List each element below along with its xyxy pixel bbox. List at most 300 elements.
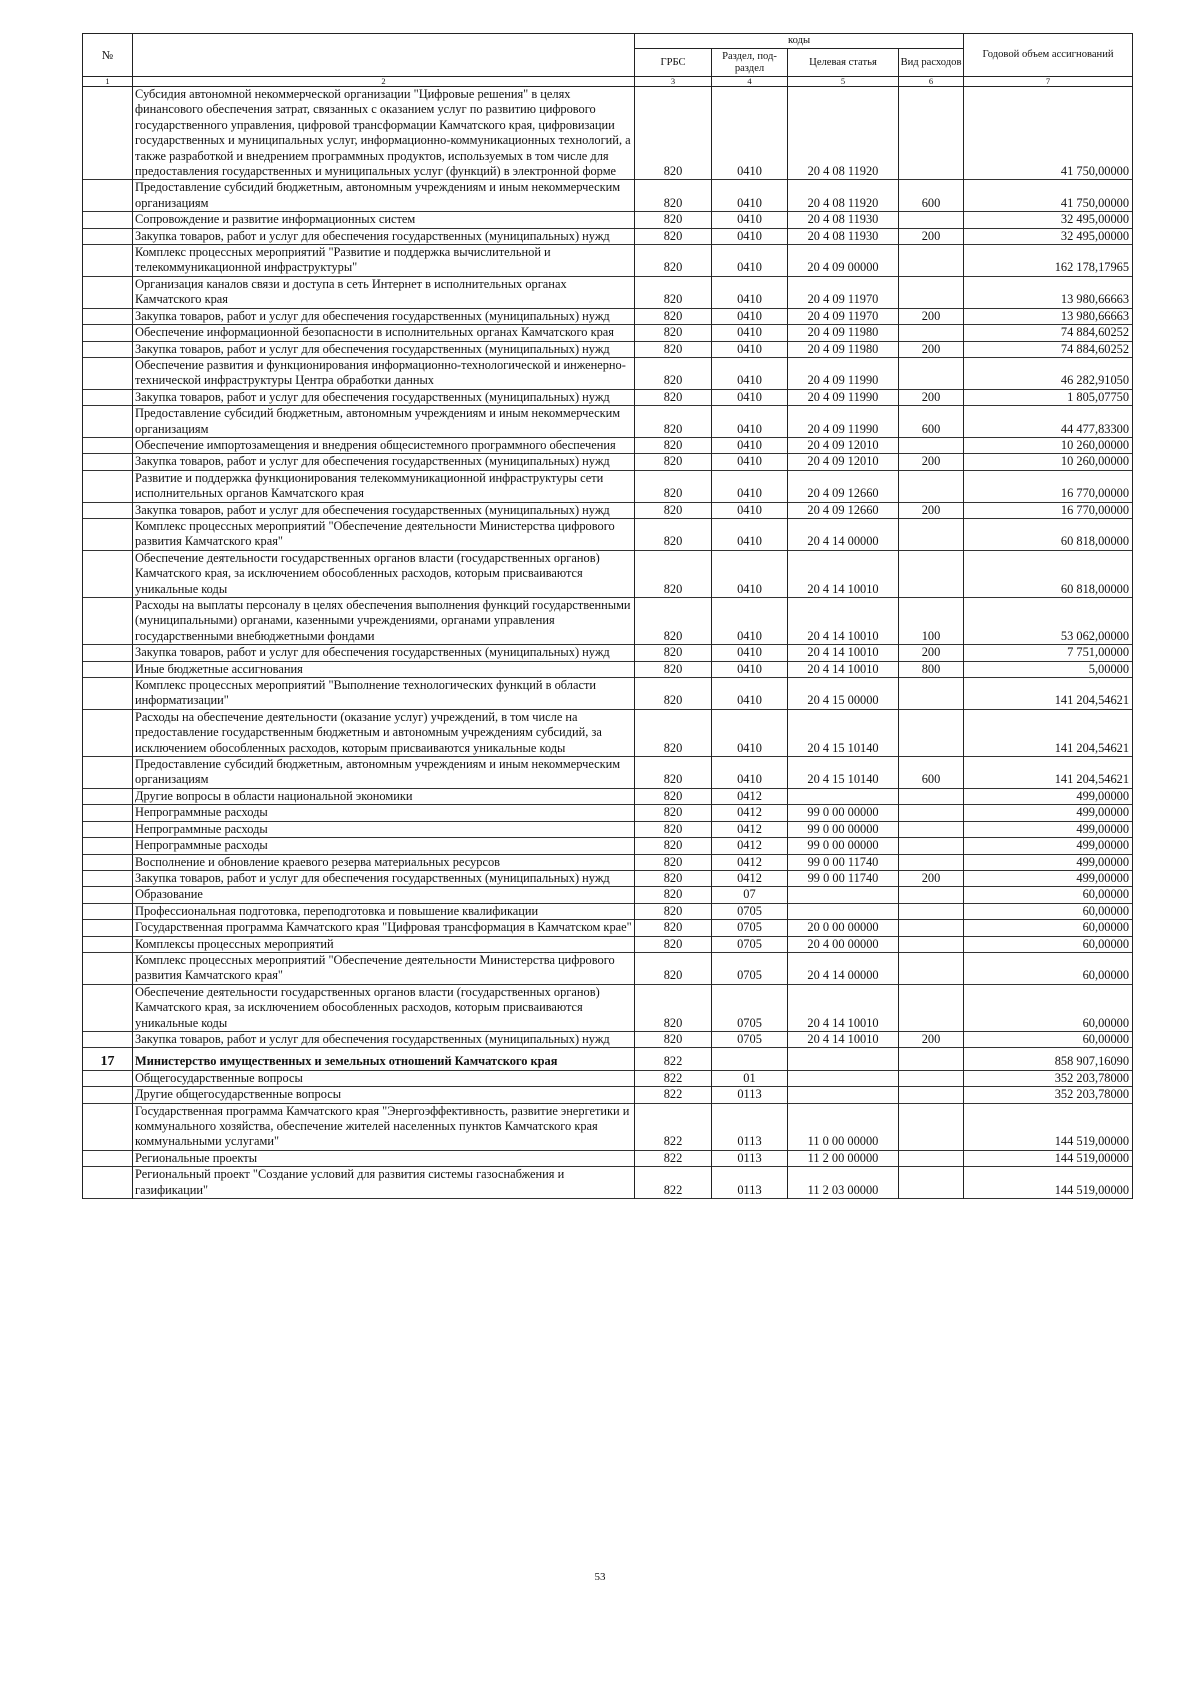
row-target-article: 20 4 09 11970	[788, 276, 899, 308]
row-razdel: 0410	[712, 598, 788, 645]
row-number	[83, 1070, 133, 1086]
table-row	[83, 645, 1133, 661]
row-grbs: 820	[635, 821, 712, 837]
row-expense-type	[899, 87, 964, 180]
row-expense-type: 800	[899, 661, 964, 677]
row-name: Обеспечение информационной безопасности в исполнительных органах Камчатского края	[133, 325, 635, 341]
row-amount: 32 495,00000	[964, 228, 1133, 244]
row-grbs: 820	[635, 357, 712, 389]
row-name: Закупка товаров, работ и услуг для обеспечения государственных (муниципальных) нужд	[133, 389, 635, 405]
row-number	[83, 437, 133, 453]
row-number	[83, 389, 133, 405]
row-target-article: 20 4 14 10010	[788, 645, 899, 661]
row-amount: 499,00000	[964, 854, 1133, 870]
row-target-article: 20 4 09 12010	[788, 454, 899, 470]
row-expense-type	[899, 470, 964, 502]
row-amount: 60 818,00000	[964, 518, 1133, 550]
row-target-article: 11 0 00 00000	[788, 1103, 899, 1150]
row-amount: 352 203,78000	[964, 1070, 1133, 1086]
row-grbs: 820	[635, 308, 712, 324]
row-expense-type: 600	[899, 180, 964, 212]
row-expense-type	[899, 212, 964, 228]
header-num-1: 1	[83, 77, 133, 87]
row-name: Комплекс процессных мероприятий "Выполнение технологических функций в области информатизации"	[133, 678, 635, 710]
row-razdel: 0410	[712, 757, 788, 789]
row-name: Предоставление субсидий бюджетным, автономным учреждениям и иным некоммерческим организациям	[133, 406, 635, 438]
row-amount: 60,00000	[964, 903, 1133, 919]
row-target-article: 99 0 00 00000	[788, 821, 899, 837]
row-expense-type	[899, 518, 964, 550]
row-expense-type	[899, 984, 964, 1031]
header-name	[133, 34, 635, 77]
header-no: №	[83, 34, 133, 77]
row-name: Иные бюджетные ассигнования	[133, 661, 635, 677]
table-row	[83, 838, 1133, 854]
row-razdel: 0410	[712, 245, 788, 277]
row-grbs: 820	[635, 437, 712, 453]
row-razdel: 0412	[712, 821, 788, 837]
row-number	[83, 1031, 133, 1047]
row-grbs: 820	[635, 598, 712, 645]
row-number	[83, 245, 133, 277]
row-razdel: 0410	[712, 709, 788, 756]
table-row	[83, 228, 1133, 244]
row-number	[83, 406, 133, 438]
header-num-5: 5	[788, 77, 899, 87]
row-target-article: 20 4 09 11980	[788, 325, 899, 341]
row-amount: 141 204,54621	[964, 709, 1133, 756]
table-row	[83, 887, 1133, 903]
row-target-article: 20 4 08 11920	[788, 180, 899, 212]
row-grbs: 820	[635, 325, 712, 341]
row-target-article: 99 0 00 00000	[788, 805, 899, 821]
row-name: Предоставление субсидий бюджетным, автономным учреждениям и иным некоммерческим организациям	[133, 180, 635, 212]
row-expense-type	[899, 276, 964, 308]
row-number	[83, 821, 133, 837]
row-name: Комплекс процессных мероприятий "Развитие и поддержка вычислительной и телекоммуникационной инфраструктуры"	[133, 245, 635, 277]
row-name: Закупка товаров, работ и услуг для обеспечения государственных (муниципальных) нужд	[133, 1031, 635, 1047]
row-razdel: 0705	[712, 936, 788, 952]
row-amount: 16 770,00000	[964, 502, 1133, 518]
row-razdel: 0113	[712, 1087, 788, 1103]
row-name: Субсидия автономной некоммерческой организации "Цифровые решения" в целях финансового обеспечения затрат, связанных с оказанием услуг по развитию цифрового государственного управления, цифровой трансформации Камчатского края, цифровизации государственных и муниципальных услуг, информационно-коммуникационных технологий, а также разработкой и внедрением программных продуктов, используемых в том числе для предоставления государственных и муниципальных услуг (функций) в электронной форме	[133, 87, 635, 180]
row-target-article: 11 2 03 00000	[788, 1167, 899, 1199]
row-razdel: 0705	[712, 920, 788, 936]
row-grbs: 822	[635, 1150, 712, 1166]
table-row	[83, 984, 1133, 1031]
row-grbs: 820	[635, 952, 712, 984]
table-row	[83, 1070, 1133, 1086]
row-number	[83, 678, 133, 710]
row-razdel: 0410	[712, 550, 788, 597]
row-expense-type	[899, 821, 964, 837]
row-grbs: 820	[635, 645, 712, 661]
header-num-4: 4	[712, 77, 788, 87]
row-razdel: 0705	[712, 952, 788, 984]
row-amount: 46 282,91050	[964, 357, 1133, 389]
row-grbs: 820	[635, 678, 712, 710]
row-name: Общегосударственные вопросы	[133, 1070, 635, 1086]
table-row	[83, 341, 1133, 357]
header-razdel: Раздел, под-раздел	[712, 49, 788, 77]
row-number	[83, 788, 133, 804]
row-expense-type	[899, 1150, 964, 1166]
header-num-6: 6	[899, 77, 964, 87]
row-amount: 60,00000	[964, 952, 1133, 984]
row-expense-type: 200	[899, 389, 964, 405]
row-number	[83, 1150, 133, 1166]
table-row	[83, 1150, 1133, 1166]
row-grbs: 820	[635, 406, 712, 438]
budget-table-sheet	[82, 33, 1132, 1199]
row-number	[83, 212, 133, 228]
table-row	[83, 1048, 1133, 1070]
row-target-article: 20 4 14 00000	[788, 518, 899, 550]
row-expense-type	[899, 245, 964, 277]
row-target-article	[788, 903, 899, 919]
row-target-article: 11 2 00 00000	[788, 1150, 899, 1166]
row-name: Государственная программа Камчатского края "Энергоэффективность, развитие энергетики и коммунального хозяйства, обеспечение жителей населенных пунктов Камчатского края коммунальными услугами"	[133, 1103, 635, 1150]
header-vid: Вид расходов	[899, 49, 964, 77]
table-body	[83, 87, 1133, 1199]
table-row	[83, 212, 1133, 228]
row-name: Комплекс процессных мероприятий "Обеспечение деятельности Министерства цифрового развития Камчатского края"	[133, 518, 635, 550]
row-number	[83, 854, 133, 870]
row-razdel: 0113	[712, 1167, 788, 1199]
row-target-article: 20 4 15 00000	[788, 678, 899, 710]
table-row	[83, 470, 1133, 502]
row-expense-type	[899, 357, 964, 389]
row-target-article: 20 4 09 11990	[788, 357, 899, 389]
row-expense-type	[899, 920, 964, 936]
row-target-article: 20 4 08 11930	[788, 212, 899, 228]
row-expense-type	[899, 1048, 964, 1070]
row-name: Комплекс процессных мероприятий "Обеспечение деятельности Министерства цифрового развития Камчатского края"	[133, 952, 635, 984]
row-expense-type: 200	[899, 308, 964, 324]
row-name: Министерство имущественных и земельных отношений Камчатского края	[133, 1048, 635, 1070]
page-number: 53	[594, 1571, 606, 1583]
row-amount: 144 519,00000	[964, 1103, 1133, 1150]
row-grbs: 820	[635, 518, 712, 550]
row-grbs: 820	[635, 389, 712, 405]
row-razdel: 0410	[712, 389, 788, 405]
header-num-7: 7	[964, 77, 1133, 87]
row-name: Развитие и поддержка функционирования телекоммуникационной инфраструктуры сети исполнительных органов Камчатского края	[133, 470, 635, 502]
row-grbs: 820	[635, 936, 712, 952]
header-codes: коды	[635, 34, 964, 49]
row-amount: 60,00000	[964, 920, 1133, 936]
row-grbs: 820	[635, 341, 712, 357]
row-amount: 60,00000	[964, 936, 1133, 952]
table-row	[83, 678, 1133, 710]
row-razdel: 0113	[712, 1103, 788, 1150]
table-row	[83, 1031, 1133, 1047]
row-razdel: 0410	[712, 341, 788, 357]
table-header	[83, 34, 1133, 87]
row-name: Закупка товаров, работ и услуг для обеспечения государственных (муниципальных) нужд	[133, 308, 635, 324]
row-razdel	[712, 1048, 788, 1070]
row-number	[83, 645, 133, 661]
row-number	[83, 661, 133, 677]
row-amount: 499,00000	[964, 805, 1133, 821]
row-amount: 1 805,07750	[964, 389, 1133, 405]
row-expense-type	[899, 952, 964, 984]
budget-table	[82, 33, 1133, 1199]
row-razdel: 0412	[712, 854, 788, 870]
row-number	[83, 180, 133, 212]
row-razdel: 0705	[712, 1031, 788, 1047]
row-amount: 10 260,00000	[964, 437, 1133, 453]
row-number	[83, 757, 133, 789]
row-grbs: 820	[635, 228, 712, 244]
row-expense-type	[899, 437, 964, 453]
row-grbs: 820	[635, 984, 712, 1031]
row-razdel: 0412	[712, 838, 788, 854]
table-row	[83, 870, 1133, 886]
row-amount: 44 477,83300	[964, 406, 1133, 438]
table-row	[83, 180, 1133, 212]
row-target-article: 20 4 08 11930	[788, 228, 899, 244]
row-amount: 41 750,00000	[964, 87, 1133, 180]
row-grbs: 820	[635, 454, 712, 470]
row-target-article: 20 4 09 11990	[788, 389, 899, 405]
row-razdel: 0410	[712, 518, 788, 550]
row-grbs: 820	[635, 245, 712, 277]
row-expense-type: 200	[899, 870, 964, 886]
row-amount: 41 750,00000	[964, 180, 1133, 212]
row-razdel: 0410	[712, 87, 788, 180]
row-grbs: 822	[635, 1167, 712, 1199]
row-grbs: 820	[635, 920, 712, 936]
table-row	[83, 406, 1133, 438]
row-amount: 352 203,78000	[964, 1087, 1133, 1103]
row-target-article: 20 4 08 11920	[788, 87, 899, 180]
row-expense-type	[899, 678, 964, 710]
row-number	[83, 308, 133, 324]
row-amount: 74 884,60252	[964, 325, 1133, 341]
row-name: Закупка товаров, работ и услуг для обеспечения государственных (муниципальных) нужд	[133, 645, 635, 661]
row-number	[83, 1087, 133, 1103]
row-target-article: 20 4 14 10010	[788, 550, 899, 597]
row-grbs: 820	[635, 1031, 712, 1047]
row-name: Закупка товаров, работ и услуг для обеспечения государственных (муниципальных) нужд	[133, 870, 635, 886]
row-amount: 60,00000	[964, 984, 1133, 1031]
row-target-article: 20 4 09 12660	[788, 502, 899, 518]
row-number	[83, 709, 133, 756]
row-expense-type: 200	[899, 502, 964, 518]
row-grbs: 820	[635, 903, 712, 919]
row-razdel: 0410	[712, 437, 788, 453]
row-expense-type	[899, 1167, 964, 1199]
row-name: Другие вопросы в области национальной экономики	[133, 788, 635, 804]
row-expense-type	[899, 887, 964, 903]
table-row	[83, 308, 1133, 324]
row-grbs: 820	[635, 550, 712, 597]
row-expense-type: 200	[899, 645, 964, 661]
row-target-article: 20 4 14 00000	[788, 952, 899, 984]
row-expense-type	[899, 854, 964, 870]
row-amount: 16 770,00000	[964, 470, 1133, 502]
row-target-article: 20 4 14 10010	[788, 598, 899, 645]
row-amount: 7 751,00000	[964, 645, 1133, 661]
row-expense-type: 600	[899, 406, 964, 438]
row-target-article	[788, 788, 899, 804]
table-row	[83, 550, 1133, 597]
row-name: Обеспечение развития и функционирования информационно-технологической и инженерно-технической инфраструктуры Центра обработки данных	[133, 357, 635, 389]
row-target-article: 99 0 00 00000	[788, 838, 899, 854]
row-target-article: 20 4 15 10140	[788, 757, 899, 789]
row-expense-type: 200	[899, 1031, 964, 1047]
row-number	[83, 887, 133, 903]
row-target-article	[788, 1087, 899, 1103]
row-grbs: 820	[635, 470, 712, 502]
row-expense-type	[899, 805, 964, 821]
row-amount: 499,00000	[964, 788, 1133, 804]
row-target-article	[788, 887, 899, 903]
table-row	[83, 518, 1133, 550]
table-row	[83, 245, 1133, 277]
row-amount: 499,00000	[964, 838, 1133, 854]
header-sum: Годовой объем ассигнований	[964, 34, 1133, 77]
row-razdel: 0410	[712, 180, 788, 212]
row-expense-type	[899, 325, 964, 341]
row-expense-type	[899, 1103, 964, 1150]
row-expense-type: 100	[899, 598, 964, 645]
row-name: Закупка товаров, работ и услуг для обеспечения государственных (муниципальных) нужд	[133, 454, 635, 470]
table-row	[83, 357, 1133, 389]
row-expense-type: 200	[899, 228, 964, 244]
header-cs: Целевая статья	[788, 49, 899, 77]
row-grbs: 820	[635, 502, 712, 518]
table-row	[83, 325, 1133, 341]
row-razdel: 0410	[712, 212, 788, 228]
row-target-article: 20 0 00 00000	[788, 920, 899, 936]
table-row	[83, 952, 1133, 984]
header-num-3: 3	[635, 77, 712, 87]
table-row	[83, 821, 1133, 837]
row-grbs: 820	[635, 212, 712, 228]
row-razdel: 0410	[712, 661, 788, 677]
header-num-2: 2	[133, 77, 635, 87]
row-amount: 53 062,00000	[964, 598, 1133, 645]
row-target-article: 20 4 09 00000	[788, 245, 899, 277]
row-grbs: 822	[635, 1087, 712, 1103]
table-row	[83, 598, 1133, 645]
row-razdel: 0410	[712, 454, 788, 470]
row-grbs: 820	[635, 854, 712, 870]
row-grbs: 820	[635, 757, 712, 789]
row-grbs: 822	[635, 1070, 712, 1086]
row-number	[83, 550, 133, 597]
table-row	[83, 437, 1133, 453]
row-grbs: 820	[635, 870, 712, 886]
row-name: Обеспечение деятельности государственных органов власти (государственных органов) Камчатского края, за исключением обособленных расходов, которым присваиваются уникальные коды	[133, 550, 635, 597]
row-name: Восполнение и обновление краевого резерва материальных ресурсов	[133, 854, 635, 870]
row-amount: 5,00000	[964, 661, 1133, 677]
row-expense-type	[899, 788, 964, 804]
row-number	[83, 341, 133, 357]
row-name: Организация каналов связи и доступа в сеть Интернет в исполнительных органах Камчатского края	[133, 276, 635, 308]
row-grbs: 820	[635, 805, 712, 821]
row-razdel: 0410	[712, 308, 788, 324]
row-amount: 499,00000	[964, 821, 1133, 837]
row-razdel: 0410	[712, 470, 788, 502]
table-row	[83, 502, 1133, 518]
row-name: Государственная программа Камчатского края "Цифровая трансформация в Камчатском крае"	[133, 920, 635, 936]
header-grbs: ГРБС	[635, 49, 712, 77]
row-number	[83, 920, 133, 936]
row-amount: 162 178,17965	[964, 245, 1133, 277]
row-target-article	[788, 1070, 899, 1086]
row-target-article: 20 4 09 11970	[788, 308, 899, 324]
row-amount: 13 980,66663	[964, 308, 1133, 324]
row-number	[83, 598, 133, 645]
row-razdel: 0410	[712, 502, 788, 518]
row-grbs: 820	[635, 87, 712, 180]
row-number	[83, 1167, 133, 1199]
table-row	[83, 903, 1133, 919]
row-expense-type: 200	[899, 454, 964, 470]
row-number	[83, 470, 133, 502]
row-name: Закупка товаров, работ и услуг для обеспечения государственных (муниципальных) нужд	[133, 341, 635, 357]
row-target-article: 20 4 00 00000	[788, 936, 899, 952]
row-target-article: 99 0 00 11740	[788, 870, 899, 886]
row-number	[83, 454, 133, 470]
row-name: Сопровождение и развитие информационных систем	[133, 212, 635, 228]
row-expense-type	[899, 709, 964, 756]
row-number	[83, 1103, 133, 1150]
row-name: Региональные проекты	[133, 1150, 635, 1166]
row-number	[83, 805, 133, 821]
row-grbs: 820	[635, 180, 712, 212]
table-row	[83, 920, 1133, 936]
row-grbs: 820	[635, 887, 712, 903]
table-row	[83, 454, 1133, 470]
row-name: Расходы на выплаты персоналу в целях обеспечения выполнения функций государственными (муниципальными) органами, казенными учреждениями, органами управления государственными внебюджетными фондами	[133, 598, 635, 645]
row-target-article: 20 4 09 11990	[788, 406, 899, 438]
row-number	[83, 87, 133, 180]
row-expense-type	[899, 936, 964, 952]
row-name: Комплексы процессных мероприятий	[133, 936, 635, 952]
table-row	[83, 276, 1133, 308]
table-row	[83, 389, 1133, 405]
row-name: Расходы на обеспечение деятельности (оказание услуг) учреждений, в том числе на предоставление государственным бюджетным и автономным учреждениям субсидий, за исключением обособленных расходов, которым присваиваются уникальные коды	[133, 709, 635, 756]
row-amount: 141 204,54621	[964, 678, 1133, 710]
row-number	[83, 228, 133, 244]
row-razdel: 01	[712, 1070, 788, 1086]
row-name: Закупка товаров, работ и услуг для обеспечения государственных (муниципальных) нужд	[133, 228, 635, 244]
row-number	[83, 276, 133, 308]
row-amount: 74 884,60252	[964, 341, 1133, 357]
row-razdel: 0410	[712, 406, 788, 438]
row-target-article: 99 0 00 11740	[788, 854, 899, 870]
row-amount: 60 818,00000	[964, 550, 1133, 597]
row-grbs: 820	[635, 838, 712, 854]
row-grbs: 822	[635, 1103, 712, 1150]
row-name: Непрограммные расходы	[133, 838, 635, 854]
row-name: Образование	[133, 887, 635, 903]
row-target-article: 20 4 15 10140	[788, 709, 899, 756]
row-amount: 858 907,16090	[964, 1048, 1133, 1070]
row-razdel: 07	[712, 887, 788, 903]
row-name: Закупка товаров, работ и услуг для обеспечения государственных (муниципальных) нужд	[133, 502, 635, 518]
row-razdel: 0705	[712, 984, 788, 1031]
row-expense-type	[899, 550, 964, 597]
row-number	[83, 502, 133, 518]
row-number	[83, 936, 133, 952]
row-number	[83, 903, 133, 919]
row-target-article: 20 4 14 10010	[788, 984, 899, 1031]
